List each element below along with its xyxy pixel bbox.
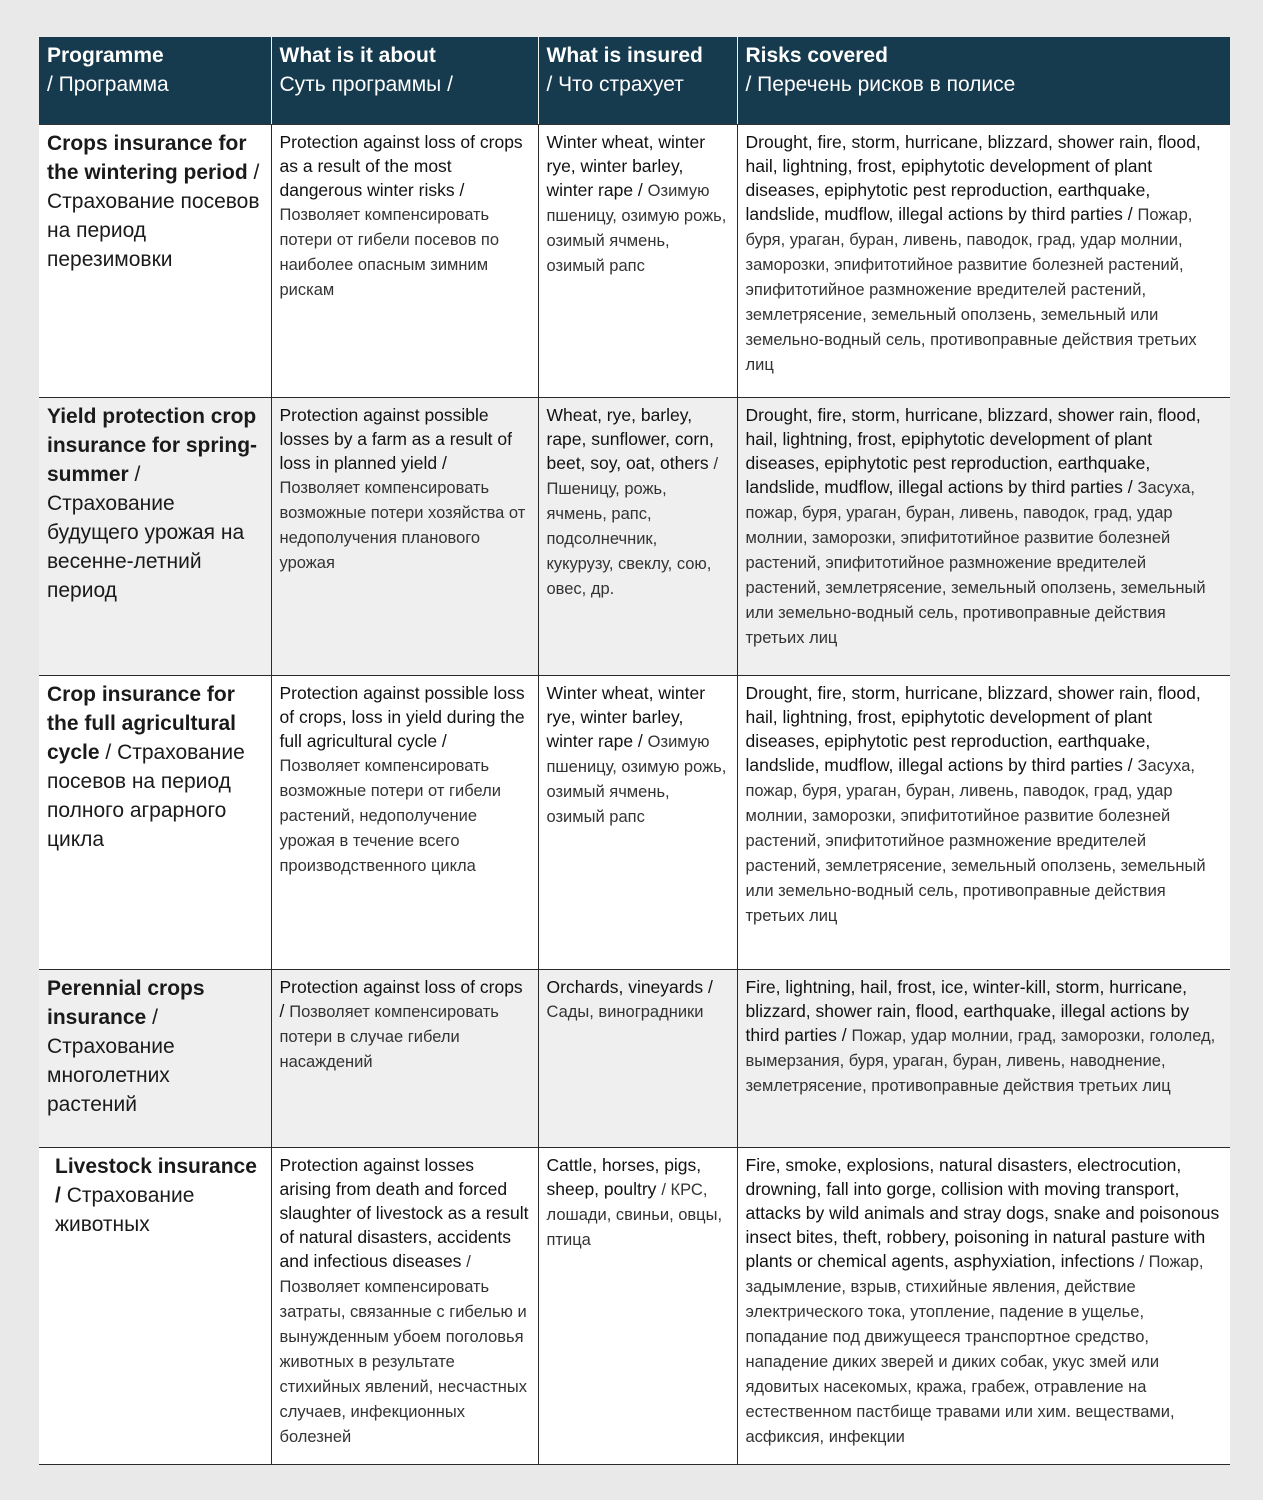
about-en: Protection against loss of crops / (279, 976, 523, 1021)
header-programme-en: Programme (47, 44, 164, 67)
about-cell (271, 969, 538, 1147)
about-ru: / Позволяет компенсировать затраты, связанные с гибелью и вынужденным убоем поголовья животных в результате стихийных явлений, несчастных случаев, инфекционных болезней (279, 1252, 528, 1446)
insured-cell (538, 124, 737, 397)
about-cell (271, 675, 538, 969)
header-about-en: What is it about (279, 44, 436, 67)
insured-ru: Озимую пшеницу, озимую рожь, озимый ячмень, озимый рапс (546, 181, 727, 275)
header-insured-ru: / Что страхует (546, 73, 684, 96)
programme-en: Livestock insurance / (55, 1154, 257, 1207)
insured-en: Cattle, horses, pigs, sheep, poultry (546, 1154, 702, 1199)
insured-cell (538, 397, 737, 675)
header-risks-ru: / Перечень рисков в полисе (745, 73, 1016, 96)
programme-cell (39, 124, 271, 397)
risks-en: Drought, fire, storm, hurricane, blizzard, shower rain, flood, hail, lightning, frost, epiphytotic development of plant diseases, epiphytotic pest reproduction, earthquake, landslide, mudflow, illegal actions by third parties / (745, 131, 1201, 224)
header-insured-en: What is insured (546, 44, 703, 67)
risks-cell (737, 675, 1230, 969)
table-row (39, 1147, 1230, 1464)
programme-en: Crops insurance for the wintering period (47, 131, 248, 184)
header-about-ru: Суть программы / (279, 73, 453, 96)
about-cell (271, 397, 538, 675)
header-about (271, 37, 538, 124)
about-ru: Позволяет компенсировать возможные потери от гибели растений, недополучение урожая в течение всего производственного цикла (279, 756, 501, 875)
risks-en: Fire, smoke, explosions, natural disasters, electrocution, drowning, fall into gorge, collision with moving transport, attacks by wild animals and stray dogs, snake and poisonous insect bites, theft, robbery, poisoning in natural pasture with plants or chemical agents, asphyxiation, infections (745, 1154, 1220, 1271)
programme-ru: / Страхование будущего урожая на весенне-летний период (47, 462, 245, 602)
programme-cell (39, 675, 271, 969)
risks-cell (737, 1147, 1230, 1464)
header-programme-ru: / Программа (47, 73, 169, 96)
insured-en: Orchards, vineyards / (546, 976, 713, 997)
risks-en: Fire, lightning, hail, frost, ice, winter-kill, storm, hurricane, blizzard, shower rain, flood, earthquake, illegal actions by third parties / (745, 976, 1190, 1045)
programme-ru: / Страхование посевов на период полного аграрного цикла (47, 740, 245, 851)
programme-en: Perennial crops insurance (47, 976, 205, 1029)
insured-ru: Озимую пшеницу, озимую рожь, озимый ячмень, озимый рапс (546, 732, 727, 826)
insurance-programmes-table (39, 37, 1230, 1465)
insured-cell (538, 969, 737, 1147)
insured-ru: Сады, виноградники (546, 1002, 704, 1021)
insured-ru: / Пшеницу, рожь, ячмень, рапс, подсолнечник, кукурузу, свеклу, сою, овес, др. (546, 454, 719, 598)
table-row (39, 969, 1230, 1147)
programme-en: Yield protection crop insurance for spring-summer (47, 404, 258, 486)
table-row (39, 397, 1230, 675)
about-en: Protection against losses arising from death and forced slaughter of livestock as a result of natural disasters, accidents and infectious diseases (279, 1154, 529, 1271)
risks-cell (737, 124, 1230, 397)
about-ru: Позволяет компенсировать потери от гибели посевов по наиболее опасным зимним рискам (279, 205, 500, 299)
risks-ru: Пожар, удар молнии, град, заморозки, гололед, вымерзания, буря, ураган, буран, ливень, наводнение, землетрясение, противоправные действия третьих лиц (745, 1026, 1216, 1095)
programme-en: Crop insurance for the full agricultural cycle (47, 682, 237, 764)
header-risks-en: Risks covered (745, 44, 888, 67)
about-en: Protection against loss of crops as a result of the most dangerous winter risks / (279, 131, 523, 200)
programme-cell (39, 397, 271, 675)
insured-en: Wheat, rye, barley, rape, sunflower, corn, beet, soy, oat, others (546, 404, 714, 473)
risks-ru: / Пожар, задымление, взрыв, стихийные явления, действие электрического тока, утопление, падение в ущелье, попадание под движущееся транспортное средство, нападение диких зверей и диких собак, укус змей или ядовитых насекомых, кража, грабеж, отравление на естественном пастбище травами или хим. веществами, асфиксия, инфекции (745, 1252, 1204, 1446)
about-en: Protection against possible loss of crops, loss in yield during the full agricultural cycle / (279, 682, 525, 751)
programme-ru: / Страхование посевов на период перезимовки (47, 160, 260, 271)
insured-ru: / КРС, лошади, свиньи, овцы, птица (546, 1180, 723, 1249)
header-programme (39, 37, 271, 124)
header-risks (737, 37, 1230, 124)
programme-cell (39, 1147, 271, 1464)
about-ru: Позволяет компенсировать возможные потери хозяйства от недополучения планового урожая (279, 478, 526, 572)
risks-ru: Засуха, пожар, буря, ураган, буран, ливень, паводок, град, удар молнии, заморозки, эпифитотийное развитие болезней растений, эпифитотийное размножение вредителей растений, землетрясение, земельный оползень, земельный или земельно-водный сель, противоправные действия третьих лиц (745, 478, 1206, 647)
insured-cell (538, 675, 737, 969)
programme-ru: / Страхование многолетних растений (47, 1005, 175, 1116)
about-cell (271, 124, 538, 397)
risks-cell (737, 397, 1230, 675)
programme-ru: Страхование животных (55, 1183, 195, 1236)
insured-en: Winter wheat, winter rye, winter barley, winter rape / (546, 131, 706, 200)
risks-cell (737, 969, 1230, 1147)
table-row (39, 675, 1230, 969)
about-en: Protection against possible losses by a farm as a result of loss in planned yield / (279, 404, 512, 473)
table-row (39, 124, 1230, 397)
table-header-row (39, 37, 1230, 124)
insured-en: Winter wheat, winter rye, winter barley, winter rape / (546, 682, 706, 751)
programme-cell (39, 969, 271, 1147)
risks-ru: Засуха, пожар, буря, ураган, буран, ливень, паводок, град, удар молнии, заморозки, эпифитотийное развитие болезней растений, эпифитотийное размножение вредителей растений, землетрясение, земельный оползень, земельный или земельно-водный сель, противоправные действия третьих лиц (745, 756, 1206, 925)
risks-en: Drought, fire, storm, hurricane, blizzard, shower rain, flood, hail, lightning, frost, epiphytotic development of plant diseases, epiphytotic pest reproduction, earthquake, landslide, mudflow, illegal actions by third parties / (745, 682, 1201, 775)
header-insured (538, 37, 737, 124)
risks-en: Drought, fire, storm, hurricane, blizzard, shower rain, flood, hail, lightning, frost, epiphytotic development of plant diseases, epiphytotic pest reproduction, earthquake, landslide, mudflow, illegal actions by third parties / (745, 404, 1201, 497)
about-cell (271, 1147, 538, 1464)
insured-cell (538, 1147, 737, 1464)
about-ru: Позволяет компенсировать потери в случае гибели насаждений (279, 1002, 499, 1071)
risks-ru: Пожар, буря, ураган, буран, ливень, паводок, град, удар молнии, заморозки, эпифитотийное развитие болезней растений, эпифитотийное размножение вредителей растений, землетрясение, земельный оползень, земельный или земельно-водный сель, противоправные действия третьих лиц (745, 205, 1197, 374)
